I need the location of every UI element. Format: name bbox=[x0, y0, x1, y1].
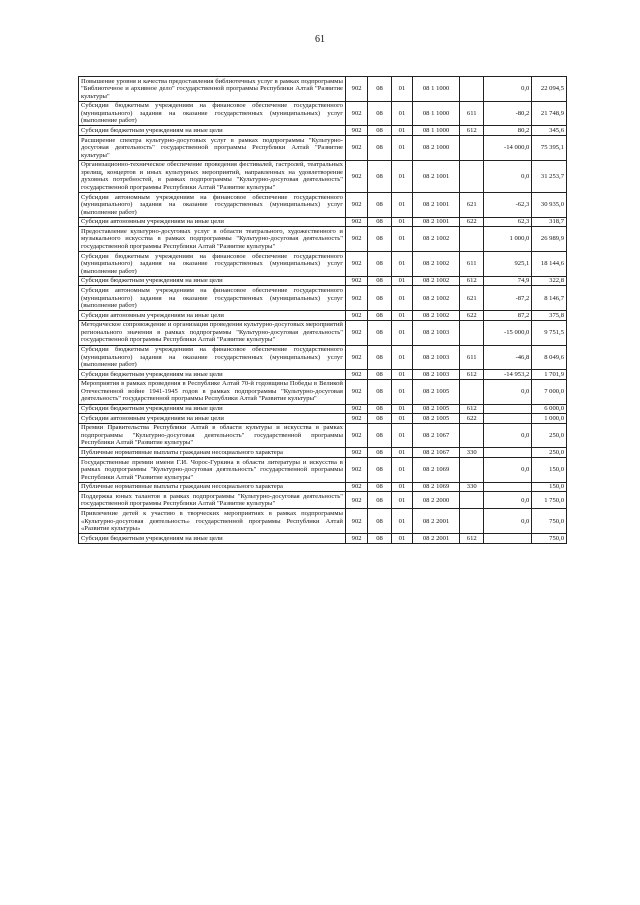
row-name-cell: Расширение спектра культурно-досуговых услуг в рамках подпрограммы "Культурно-досуговая деятельность" государственной программы Республики Алтай "Развитие культуры" bbox=[79, 136, 346, 161]
row-subsection-code: 01 bbox=[391, 370, 412, 380]
row-change-amount: -15 000,0 bbox=[484, 320, 532, 345]
row-name-cell: Повышение уровня и качества предоставления библиотечных услуг в рамках подпрограммы "Библиотечное и архивное дело" государственной программы Республики Алтай "Развитие культуры" bbox=[79, 77, 346, 102]
row-subsection-code: 01 bbox=[391, 404, 412, 414]
row-subsection-code: 01 bbox=[391, 492, 412, 509]
row-expense-type-code bbox=[460, 458, 484, 483]
row-section-code: 08 bbox=[368, 77, 391, 102]
row-total-amount: 150,0 bbox=[532, 482, 567, 492]
row-subsection-code: 01 bbox=[391, 77, 412, 102]
row-subsection-code: 01 bbox=[391, 414, 412, 424]
row-subsection-code: 01 bbox=[391, 423, 412, 448]
row-expense-type-code: 622 bbox=[460, 217, 484, 227]
row-subsection-code: 01 bbox=[391, 252, 412, 277]
row-ministry-code: 902 bbox=[345, 534, 367, 544]
row-name-cell: Субсидии бюджетным учреждениям на иные цели bbox=[79, 126, 346, 136]
table-row bbox=[79, 276, 567, 286]
page-number: 61 bbox=[315, 34, 325, 45]
row-subsection-code: 01 bbox=[391, 276, 412, 286]
row-name-cell: Поддержка юных талантов в рамках подпрограммы "Культурно-досуговая деятельность" государственной программы Республики Алтай "Развитие культуры" bbox=[79, 492, 346, 509]
row-section-code: 08 bbox=[368, 136, 391, 161]
row-change-amount bbox=[484, 448, 532, 458]
row-target-item-code: 08 2 1000 bbox=[413, 136, 460, 161]
row-change-amount: -14 953,2 bbox=[484, 370, 532, 380]
row-change-amount: 0,0 bbox=[484, 379, 532, 404]
row-expense-type-code: 611 bbox=[460, 252, 484, 277]
row-name-cell: Субсидии автономным учреждениям на иные цели bbox=[79, 217, 346, 227]
row-section-code: 08 bbox=[368, 276, 391, 286]
row-total-amount: 375,8 bbox=[532, 311, 567, 321]
row-expense-type-code: 611 bbox=[460, 345, 484, 370]
row-ministry-code: 902 bbox=[345, 482, 367, 492]
row-total-amount: 30 935,0 bbox=[532, 193, 567, 218]
row-change-amount bbox=[484, 534, 532, 544]
table-row bbox=[79, 448, 567, 458]
row-expense-type-code: 330 bbox=[460, 448, 484, 458]
row-section-code: 08 bbox=[368, 458, 391, 483]
row-total-amount: 26 989,9 bbox=[532, 227, 567, 252]
row-ministry-code: 902 bbox=[345, 414, 367, 424]
row-expense-type-code bbox=[460, 492, 484, 509]
row-name-cell: Публичные нормативные выплаты гражданам несоциального характера bbox=[79, 448, 346, 458]
row-target-item-code: 08 2 1067 bbox=[413, 448, 460, 458]
row-section-code: 08 bbox=[368, 404, 391, 414]
row-total-amount: 8 146,7 bbox=[532, 286, 567, 311]
row-expense-type-code: 622 bbox=[460, 414, 484, 424]
row-total-amount: 9 751,5 bbox=[532, 320, 567, 345]
table-row bbox=[79, 458, 567, 483]
row-name-cell: Публичные нормативные выплаты гражданам несоциального характера bbox=[79, 482, 346, 492]
row-expense-type-code: 612 bbox=[460, 370, 484, 380]
row-target-item-code: 08 2 1002 bbox=[413, 227, 460, 252]
row-name-cell: Субсидии автономным учреждениям на иные цели bbox=[79, 414, 346, 424]
row-expense-type-code: 612 bbox=[460, 276, 484, 286]
row-target-item-code: 08 1 1000 bbox=[413, 101, 460, 126]
row-change-amount: 74,9 bbox=[484, 276, 532, 286]
row-ministry-code: 902 bbox=[345, 160, 367, 192]
row-change-amount: -14 000,0 bbox=[484, 136, 532, 161]
row-change-amount: -87,2 bbox=[484, 286, 532, 311]
row-section-code: 08 bbox=[368, 345, 391, 370]
row-total-amount: 8 049,6 bbox=[532, 345, 567, 370]
row-name-cell: Привлечение детей к участию в творческих мероприятиях в рамках подпрограммы «Культурно-досуговая деятельность» государственной программы Республики Алтай «Развитие культуры» bbox=[79, 509, 346, 534]
row-total-amount: 1 750,0 bbox=[532, 492, 567, 509]
row-name-cell: Субсидии бюджетным учреждениям на финансовое обеспечение государственного (муниципального) задания на оказание государственных (муниципальных) услуг (выполнение работ) bbox=[79, 252, 346, 277]
row-change-amount: 925,1 bbox=[484, 252, 532, 277]
table-row bbox=[79, 509, 567, 534]
row-change-amount bbox=[484, 414, 532, 424]
row-total-amount: 250,0 bbox=[532, 423, 567, 448]
row-name-cell: Субсидии бюджетным учреждениям на иные цели bbox=[79, 276, 346, 286]
row-expense-type-code bbox=[460, 379, 484, 404]
row-subsection-code: 01 bbox=[391, 101, 412, 126]
row-name-cell: Субсидии бюджетным учреждениям на иные цели bbox=[79, 534, 346, 544]
row-section-code: 08 bbox=[368, 160, 391, 192]
table-row bbox=[79, 227, 567, 252]
row-name-cell: Организационно-техническое обеспечение проведения фестивалей, гастролей, театральных зрелищ, концертов и иных культурных мероприятий, направленных на удовлетворение духовных потребностей, в рамках подпрограммы "Культурно-досуговая деятельность" государственной программы Республики Алтай "Развитие культуры" bbox=[79, 160, 346, 192]
row-section-code: 08 bbox=[368, 370, 391, 380]
row-ministry-code: 902 bbox=[345, 370, 367, 380]
row-expense-type-code: 621 bbox=[460, 193, 484, 218]
table-row bbox=[79, 136, 567, 161]
row-expense-type-code: 621 bbox=[460, 286, 484, 311]
row-expense-type-code: 612 bbox=[460, 534, 484, 544]
row-section-code: 08 bbox=[368, 101, 391, 126]
row-total-amount: 1 000,0 bbox=[532, 414, 567, 424]
row-expense-type-code: 330 bbox=[460, 482, 484, 492]
row-expense-type-code bbox=[460, 160, 484, 192]
row-ministry-code: 902 bbox=[345, 252, 367, 277]
row-total-amount: 1 701,9 bbox=[532, 370, 567, 380]
row-section-code: 08 bbox=[368, 227, 391, 252]
row-subsection-code: 01 bbox=[391, 193, 412, 218]
row-total-amount: 750,0 bbox=[532, 509, 567, 534]
row-ministry-code: 902 bbox=[345, 423, 367, 448]
table-row bbox=[79, 345, 567, 370]
row-ministry-code: 902 bbox=[345, 320, 367, 345]
row-section-code: 08 bbox=[368, 423, 391, 448]
row-subsection-code: 01 bbox=[391, 136, 412, 161]
row-ministry-code: 902 bbox=[345, 227, 367, 252]
row-section-code: 08 bbox=[368, 482, 391, 492]
row-total-amount: 750,0 bbox=[532, 534, 567, 544]
row-total-amount: 322,8 bbox=[532, 276, 567, 286]
row-target-item-code: 08 2 1005 bbox=[413, 404, 460, 414]
row-ministry-code: 902 bbox=[345, 404, 367, 414]
row-change-amount: 87,2 bbox=[484, 311, 532, 321]
row-expense-type-code: 622 bbox=[460, 311, 484, 321]
table-row bbox=[79, 193, 567, 218]
row-ministry-code: 902 bbox=[345, 311, 367, 321]
row-target-item-code: 08 2 1001 bbox=[413, 160, 460, 192]
row-total-amount: 31 253,7 bbox=[532, 160, 567, 192]
row-target-item-code: 08 1 1000 bbox=[413, 77, 460, 102]
row-target-item-code: 08 2 1069 bbox=[413, 458, 460, 483]
row-change-amount: 0,0 bbox=[484, 423, 532, 448]
row-subsection-code: 01 bbox=[391, 320, 412, 345]
table-row bbox=[79, 492, 567, 509]
row-expense-type-code bbox=[460, 320, 484, 345]
row-target-item-code: 08 2 1002 bbox=[413, 276, 460, 286]
row-section-code: 08 bbox=[368, 414, 391, 424]
row-name-cell: Субсидии бюджетным учреждениям на финансовое обеспечение государственного (муниципального) задания на оказание государственных (муниципальных) услуг (выполнение работ) bbox=[79, 101, 346, 126]
row-section-code: 08 bbox=[368, 379, 391, 404]
table-row bbox=[79, 404, 567, 414]
row-target-item-code: 08 1 1000 bbox=[413, 126, 460, 136]
table-row bbox=[79, 126, 567, 136]
row-ministry-code: 902 bbox=[345, 276, 367, 286]
row-name-cell: Предоставление культурно-досуговых услуг в области театрального, художественного и музыкального искусства в рамках подпрограммы "Культурно-досуговая деятельность" государственной программы Республики Алтай "Развитие культуры" bbox=[79, 227, 346, 252]
row-subsection-code: 01 bbox=[391, 458, 412, 483]
table-row bbox=[79, 423, 567, 448]
row-name-cell: Премии Правительства Республики Алтай в области культуры и искусства в рамках подпрограммы "Культурно-досуговая деятельность" государственной программы Республики Алтай "Развитие культуры" bbox=[79, 423, 346, 448]
table-row bbox=[79, 311, 567, 321]
row-subsection-code: 01 bbox=[391, 126, 412, 136]
row-change-amount: -46,8 bbox=[484, 345, 532, 370]
row-ministry-code: 902 bbox=[345, 126, 367, 136]
row-ministry-code: 902 bbox=[345, 217, 367, 227]
row-change-amount: 80,2 bbox=[484, 126, 532, 136]
row-total-amount: 318,7 bbox=[532, 217, 567, 227]
row-ministry-code: 902 bbox=[345, 379, 367, 404]
row-section-code: 08 bbox=[368, 448, 391, 458]
row-change-amount: 62,3 bbox=[484, 217, 532, 227]
table-row bbox=[79, 320, 567, 345]
row-change-amount: 0,0 bbox=[484, 458, 532, 483]
row-ministry-code: 902 bbox=[345, 193, 367, 218]
row-change-amount: 1 000,0 bbox=[484, 227, 532, 252]
row-expense-type-code: 612 bbox=[460, 126, 484, 136]
row-section-code: 08 bbox=[368, 193, 391, 218]
row-name-cell: Методическое сопровождение и организация проведения культурно-досуговых мероприятий регионального значения в рамках подпрограммы "Культурно-досуговая деятельность" государственной программы Республики Алтай "Развитие культуры" bbox=[79, 320, 346, 345]
row-total-amount: 150,0 bbox=[532, 458, 567, 483]
row-total-amount: 345,6 bbox=[532, 126, 567, 136]
row-total-amount: 18 144,6 bbox=[532, 252, 567, 277]
row-total-amount: 21 748,9 bbox=[532, 101, 567, 126]
table-row bbox=[79, 370, 567, 380]
row-section-code: 08 bbox=[368, 311, 391, 321]
row-name-cell: Субсидии бюджетным учреждениям на иные цели bbox=[79, 404, 346, 414]
row-subsection-code: 01 bbox=[391, 160, 412, 192]
row-ministry-code: 902 bbox=[345, 448, 367, 458]
row-expense-type-code bbox=[460, 77, 484, 102]
row-ministry-code: 902 bbox=[345, 509, 367, 534]
table-row bbox=[79, 101, 567, 126]
row-target-item-code: 08 2 1002 bbox=[413, 311, 460, 321]
row-total-amount: 6 000,0 bbox=[532, 404, 567, 414]
row-ministry-code: 902 bbox=[345, 136, 367, 161]
row-change-amount bbox=[484, 482, 532, 492]
row-expense-type-code: 612 bbox=[460, 404, 484, 414]
row-section-code: 08 bbox=[368, 126, 391, 136]
row-total-amount: 7 000,0 bbox=[532, 379, 567, 404]
row-ministry-code: 902 bbox=[345, 458, 367, 483]
row-section-code: 08 bbox=[368, 509, 391, 534]
row-ministry-code: 902 bbox=[345, 101, 367, 126]
row-name-cell: Субсидии автономным учреждениям на иные цели bbox=[79, 311, 346, 321]
row-total-amount: 75 395,1 bbox=[532, 136, 567, 161]
table-row bbox=[79, 77, 567, 102]
table-row bbox=[79, 252, 567, 277]
table-row bbox=[79, 534, 567, 544]
row-subsection-code: 01 bbox=[391, 482, 412, 492]
row-expense-type-code bbox=[460, 423, 484, 448]
row-target-item-code: 08 2 2001 bbox=[413, 534, 460, 544]
row-target-item-code: 08 2 1069 bbox=[413, 482, 460, 492]
row-name-cell: Субсидии бюджетным учреждениям на иные цели bbox=[79, 370, 346, 380]
row-target-item-code: 08 2 2001 bbox=[413, 509, 460, 534]
row-target-item-code: 08 2 2000 bbox=[413, 492, 460, 509]
row-subsection-code: 01 bbox=[391, 534, 412, 544]
row-target-item-code: 08 2 1005 bbox=[413, 414, 460, 424]
table-row bbox=[79, 286, 567, 311]
row-change-amount: 0,0 bbox=[484, 492, 532, 509]
row-expense-type-code: 611 bbox=[460, 101, 484, 126]
row-target-item-code: 08 2 1003 bbox=[413, 320, 460, 345]
row-subsection-code: 01 bbox=[391, 217, 412, 227]
table-row bbox=[79, 482, 567, 492]
row-target-item-code: 08 2 1067 bbox=[413, 423, 460, 448]
table-row bbox=[79, 379, 567, 404]
row-expense-type-code bbox=[460, 509, 484, 534]
row-target-item-code: 08 2 1002 bbox=[413, 286, 460, 311]
row-subsection-code: 01 bbox=[391, 509, 412, 534]
row-change-amount: 0,0 bbox=[484, 160, 532, 192]
row-section-code: 08 bbox=[368, 320, 391, 345]
row-name-cell: Государственные премии имени Г.И. Чорос-Гуркина в области литературы и искусства в рамках подпрограммы "Культурно-досуговая деятельность" государственной программы Республики Алтай "Развитие культуры" bbox=[79, 458, 346, 483]
row-change-amount: -80,2 bbox=[484, 101, 532, 126]
row-ministry-code: 902 bbox=[345, 492, 367, 509]
row-name-cell: Субсидии автономным учреждениям на финансовое обеспечение государственного (муниципального) задания на оказание государственных (муниципальных) услуг (выполнение работ) bbox=[79, 193, 346, 218]
row-section-code: 08 bbox=[368, 217, 391, 227]
row-change-amount: 0,0 bbox=[484, 77, 532, 102]
budget-table bbox=[78, 76, 567, 544]
row-subsection-code: 01 bbox=[391, 311, 412, 321]
row-expense-type-code bbox=[460, 136, 484, 161]
table-body bbox=[79, 77, 567, 544]
row-subsection-code: 01 bbox=[391, 448, 412, 458]
row-section-code: 08 bbox=[368, 286, 391, 311]
table-row bbox=[79, 217, 567, 227]
row-name-cell: Субсидии автономным учреждениям на финансовое обеспечение государственного (муниципального) задания на оказание государственных (муниципальных) услуг (выполнение работ) bbox=[79, 286, 346, 311]
row-change-amount bbox=[484, 404, 532, 414]
row-target-item-code: 08 2 1001 bbox=[413, 217, 460, 227]
row-target-item-code: 08 2 1001 bbox=[413, 193, 460, 218]
row-expense-type-code bbox=[460, 227, 484, 252]
row-ministry-code: 902 bbox=[345, 345, 367, 370]
row-section-code: 08 bbox=[368, 252, 391, 277]
row-subsection-code: 01 bbox=[391, 286, 412, 311]
row-subsection-code: 01 bbox=[391, 345, 412, 370]
row-subsection-code: 01 bbox=[391, 227, 412, 252]
table-row bbox=[79, 160, 567, 192]
row-target-item-code: 08 2 1003 bbox=[413, 370, 460, 380]
row-ministry-code: 902 bbox=[345, 77, 367, 102]
row-name-cell: Мероприятия в рамках проведения в Республике Алтай 70-й годовщины Победы в Великой Отечественной войне 1941-1945 годов в рамках подпрограммы "Культурно-досуговая деятельность" государственной программы Республики Алтай "Развитие культуры" bbox=[79, 379, 346, 404]
row-target-item-code: 08 2 1002 bbox=[413, 252, 460, 277]
row-ministry-code: 902 bbox=[345, 286, 367, 311]
row-change-amount: -62,3 bbox=[484, 193, 532, 218]
row-total-amount: 250,0 bbox=[532, 448, 567, 458]
row-target-item-code: 08 2 1005 bbox=[413, 379, 460, 404]
row-name-cell: Субсидии бюджетным учреждениям на финансовое обеспечение государственного (муниципального) задания на оказание государственных (муниципальных) услуг (выполнение работ) bbox=[79, 345, 346, 370]
table-row bbox=[79, 414, 567, 424]
row-subsection-code: 01 bbox=[391, 379, 412, 404]
row-target-item-code: 08 2 1003 bbox=[413, 345, 460, 370]
row-total-amount: 22 094,5 bbox=[532, 77, 567, 102]
row-section-code: 08 bbox=[368, 492, 391, 509]
row-section-code: 08 bbox=[368, 534, 391, 544]
row-change-amount: 0,0 bbox=[484, 509, 532, 534]
